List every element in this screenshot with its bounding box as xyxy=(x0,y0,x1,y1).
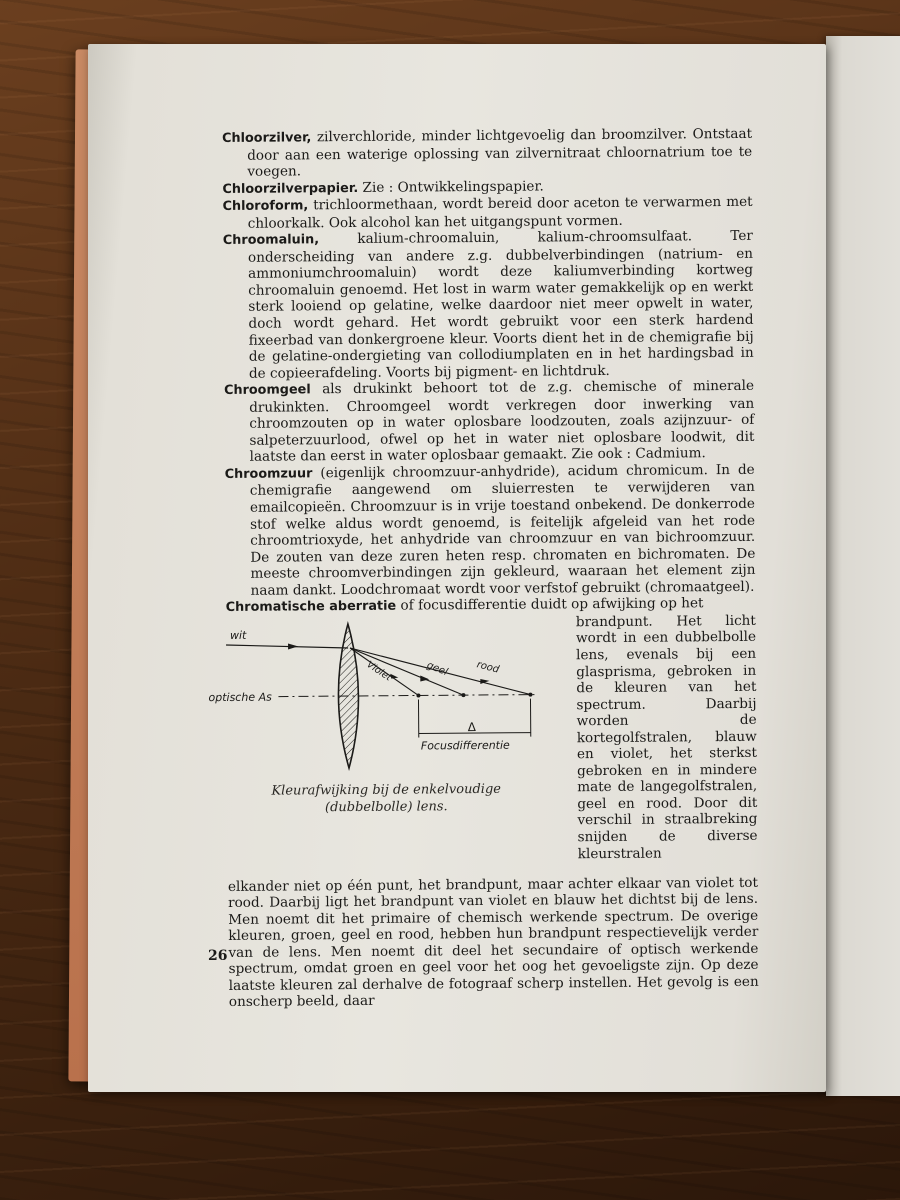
continued-text: elkander niet op één punt, het brandpunt, maar achter elkaar van violet tot rood. Daarbij ligt het brandpunt van violet en blauw het dichtst bij de lens. Men noemt dit het primaire of chemisch werkende spectrum. De overige kleuren, groen, geel en rood, hebben hun brandpunt respectievelijk verder van de lens. Men noemt dit deel het secundaire of optisch werkende spectrum, omdat groen en geel voor het oog het gevoeligste zijn. Op deze laatste kleuren zal derhalve de fotograaf scherp instellen. Het gevolg is een onscherp beeld, daar xyxy=(227,874,759,1011)
label-wit: wit xyxy=(229,628,247,642)
page-number: 26 xyxy=(208,948,228,964)
entry-text: zilverchloride, minder lichtgevoelig dan broomzilver. Ontstaat door aan een waterige oplossing van zilvernitraat chloornatrium toe te voegen. xyxy=(247,125,753,180)
headword: Chroomgeel xyxy=(223,382,311,399)
entry-chroomaluin xyxy=(223,228,754,382)
focal-point-geel xyxy=(461,693,465,697)
headword: Chloroform, xyxy=(222,198,309,215)
focal-point-rood xyxy=(528,692,532,696)
figure-caption xyxy=(241,780,531,816)
label-optical-axis: optische As xyxy=(208,690,272,704)
arrow-icon xyxy=(288,643,298,649)
entry-chroomzuur xyxy=(225,462,756,600)
label-geel: geel xyxy=(425,659,450,678)
label-rood: rood xyxy=(475,659,501,676)
optical-axis xyxy=(278,694,538,696)
caption-line: Kleurafwijking bij de enkelvoudige xyxy=(271,781,501,799)
label-focusdifferentie: Focusdifferentie xyxy=(420,738,510,753)
caption-line: (dubbelbolle) lens. xyxy=(324,799,448,816)
entry-chloroform xyxy=(223,194,753,232)
figure-block xyxy=(208,612,758,865)
entry-chloorzilver xyxy=(222,126,752,181)
entry-text: (eigenlijk chroomzuur-anhydride), acidum chromicum. In de chemigrafie aangewend om sluierresten te verwijderen van emailcopieën. Chroomzuur is in vrije toestand onbekend. De donkerrode stof welke aldus wordt genoemd, is feitelijk afgeleid van het rode chroomtrioxyde, het anhydride van chroomzuur en van bichroomzuur. De zouten van deze zuren heten resp. chromaten en bichromaten. De meeste chroomverbindingen zijn gekleurd, waaraan het element zijn naam dankt. Loodchromaat wordt voor verfstof gebruikt (chromaatgeel). xyxy=(249,461,756,599)
entry-chroomgeel xyxy=(224,378,755,466)
entry-text: als drukinkt behoort tot de z.g. chemische of minerale drukinkten. Chroomgeel wordt verkregen door inwerking van chroomzouten op in water oplosbare loodzouten, zoals azijnzuur- of salpeterzuurlood, ofwel op het in water niet oplosbare loodwit, dit laatste dan eerst in water oplosbaar gemaakt. Zie ook : Cadmium. xyxy=(249,378,755,466)
label-violet: Violet xyxy=(364,659,394,684)
lens-diagram xyxy=(208,614,549,782)
entry-text: Zie : Ontwikkelingspapier. xyxy=(358,178,544,196)
focal-point-violet xyxy=(416,693,420,697)
entry-text: kalium-chroomaluin, kalium-chroomsulfaat. Ter onderscheiding van andere z.g. dubbelverbindingen (natrium- en ammoniumchroomaluin) wordt deze kaliumverbinding kortweg chroomaluin genoemd. Het lost in warm water gemakkelijk op en werkt sterk looiend op gelatine, welke daardoor niet meer opwelt in water, doch wordt gehard. Het wordt gebruikt voor een sterk hardend fixeerbad van donkergroene kleur. Voorts dient het in de chemigrafie bij de gelatine-ondergieting van collodiumplaten en in het hardingsbad in de copieerafdeling. Voorts bij pigment- en lichtdruk. xyxy=(247,228,754,382)
headword: Chroomaluin, xyxy=(222,232,320,249)
entry-text: trichloormethaan, wordt bereid door aceton te verwarmen met chloorkalk. Ook alcohol kan het uitgangspunt vormen. xyxy=(247,194,753,232)
headword: Chloorzilverpapier. xyxy=(222,180,359,197)
entry-text: of focusdifferentie duidt op afwijking op het xyxy=(396,595,704,614)
right-column-text: brandpunt. Het licht wordt in een dubbelbolle lens, evenals bij een glasprisma, gebroken in de kleuren van het spectrum. Daarbij worden de kortegolfstralen, blauw en violet, het sterkst gebroken en in mindere mate de langegolfstralen, geel en rood. Door dit verschil in straalbreking snijden de diverse kleurstralen xyxy=(575,612,758,862)
next-page-edge xyxy=(826,36,900,1096)
headword: Chroomzuur xyxy=(224,466,313,482)
lens-figure xyxy=(208,614,550,827)
incoming-ray xyxy=(226,644,348,649)
headword: Chloorzilver, xyxy=(222,130,312,146)
label-delta: Δ xyxy=(467,719,476,734)
headword: Chromatische aberratie xyxy=(225,598,397,616)
